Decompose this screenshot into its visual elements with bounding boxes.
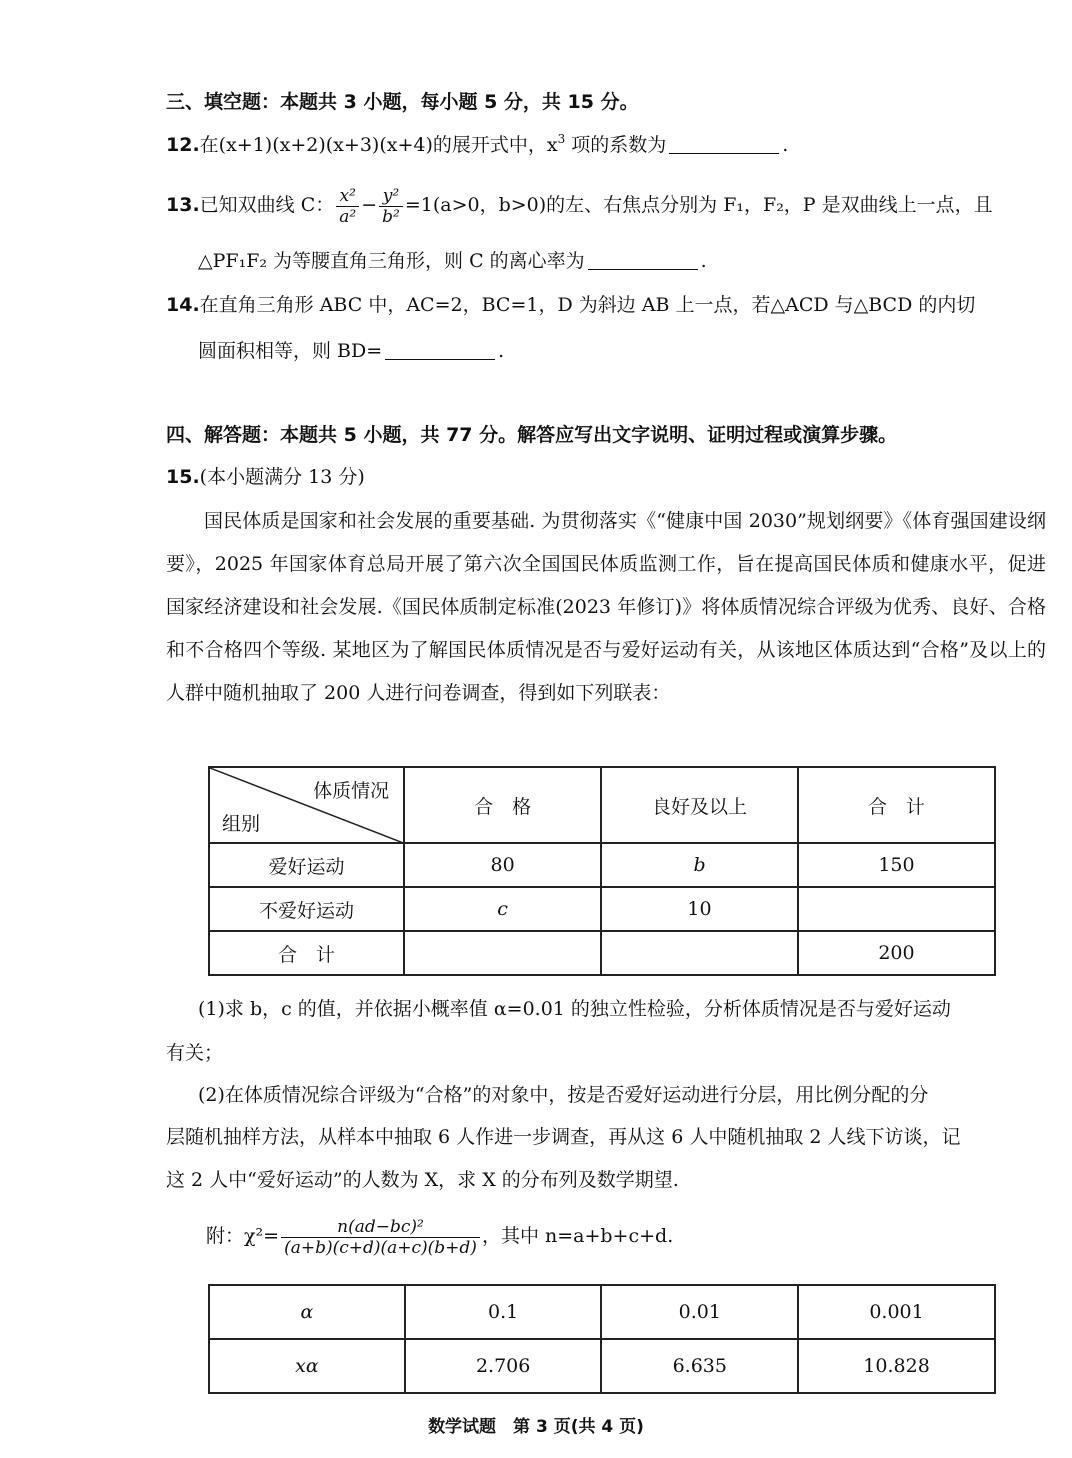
q13-number: 13.: [166, 194, 200, 216]
table-cell: 150: [798, 843, 995, 887]
chi-square-formula: [206, 1212, 1072, 1260]
q15-number: 15.: [166, 466, 200, 488]
table-cell: [601, 931, 798, 975]
row-label: 合 计: [209, 931, 404, 975]
q15-part2-line3: 这 2 人中“爱好运动”的人数为 X，求 X 的分布列及数学期望.: [166, 1169, 679, 1191]
table-cell: 0.01: [601, 1285, 798, 1339]
q14-end: .: [498, 340, 505, 362]
q14-line1: 在直角三角形 ABC 中，AC=2，BC=1，D 为斜边 AB 上一点，若△ACD 与△BCD 的内切: [199, 294, 976, 316]
q15-header: [166, 462, 1046, 492]
table-corner-cell: [209, 767, 404, 843]
table-cell: 10: [601, 887, 798, 931]
page-footer: 数学试题 第 3 页(共 4 页): [428, 1417, 644, 1437]
q14-number: 14.: [166, 294, 200, 316]
formula-tail: ，其中 n=a+b+c+d.: [481, 1225, 674, 1247]
table-header: 合 格: [404, 767, 601, 843]
table-cell: 6.635: [601, 1339, 798, 1393]
q12-text-after: 项的系数为: [565, 134, 667, 156]
q13-frac-y: [379, 186, 403, 227]
critical-value-table: [208, 1284, 996, 1394]
q13-rest: =1(a>0，b>0)的左、右焦点分别为 F₁，F₂，P 是双曲线上一点，且: [404, 194, 993, 216]
row-label: α: [209, 1285, 405, 1339]
table-cell: 10.828: [798, 1339, 995, 1393]
table-cell: b: [601, 843, 798, 887]
row-label: 爱好运动: [209, 843, 404, 887]
q13-lead: 已知双曲线 C：: [199, 194, 335, 216]
formula-numerator: n(ad−bc)²: [281, 1217, 480, 1238]
contingency-table: [208, 766, 996, 976]
q13-line2: [198, 246, 707, 276]
q15-part1-line1: (1)求 b，c 的值，并依据小概率值 α=0.01 的独立性检验，分析体质情况是否与爱好运动: [198, 998, 951, 1020]
corner-top-label: 体质情况: [313, 780, 390, 802]
q14-answer-blank[interactable]: [385, 341, 495, 360]
q15-paragraph: 国民体质是国家和社会发展的重要基础. 为贯彻落实《“健康中国 2030”规划纲要》《体育强国建设纲要》，2025 年国家体育总局开展了第六次全国国民体质监测工作，旨在提高国民体质和健康水平，促进国家经济建设和社会发展.《国民体质制定标准(2023 年修订)》将体质情况综合评级为优秀、良好、合格和不合格四个等级. 某地区为了解国民体质情况是否与爱好运动有关，从该地区体质达到“合格”及以上的人群中随机抽取了 200 人进行问卷调查，得到如下列联表：: [166, 510, 1046, 704]
section4-heading: 四、解答题：本题共 5 小题，共 77 分。解答应写出文字说明、证明过程或演算步骤。: [166, 424, 898, 446]
q12-end: .: [782, 134, 789, 156]
q13-frac2-den: b²: [382, 206, 400, 227]
table-cell: [404, 931, 601, 975]
q13-frac-x: [336, 186, 359, 227]
table-cell: [798, 887, 995, 931]
formula-denominator: (a+b)(c+d)(a+c)(b+d): [284, 1237, 477, 1258]
table-row: [209, 931, 995, 975]
table-cell: 2.706: [405, 1339, 602, 1393]
q13-minus: −: [361, 194, 378, 216]
table-cell: 0.1: [405, 1285, 602, 1339]
q12-number: 12.: [166, 134, 200, 156]
question-14: [166, 290, 1046, 320]
question-12: [166, 130, 1046, 160]
table-cell: 0.001: [798, 1285, 995, 1339]
q14-line2: [198, 336, 504, 366]
q15-points: (本小题满分 13 分): [199, 466, 365, 488]
q13-answer-blank[interactable]: [588, 251, 698, 270]
corner-bottom-label: 组别: [222, 813, 261, 835]
table-row: [209, 1285, 995, 1339]
q13-end: .: [700, 250, 707, 272]
table-cell: 200: [798, 931, 995, 975]
q12-answer-blank[interactable]: [669, 135, 779, 154]
formula-fraction: [281, 1217, 480, 1258]
table-cell: 80: [404, 843, 601, 887]
q15-part1-line2: 有关；: [166, 1042, 224, 1064]
q15-part2-line1: (2)在体质情况综合评级为“合格”的对象中，按是否爱好运动进行分层，用比例分配的分: [198, 1084, 929, 1106]
row-label: 不爱好运动: [209, 887, 404, 931]
table-cell: c: [404, 887, 601, 931]
table-header: 良好及以上: [601, 767, 798, 843]
formula-lead: 附：χ²=: [206, 1225, 280, 1247]
q15-part2-line2: 层随机抽样方法，从样本中抽取 6 人作进一步调查，再从这 6 人中随机抽取 2 人线下访谈，记: [166, 1126, 961, 1148]
table-row: [209, 887, 995, 931]
section3-heading: 三、填空题：本题共 3 小题，每小题 5 分，共 15 分。: [166, 91, 639, 113]
q13-frac1-num: x²: [336, 186, 359, 207]
q14-line2-text: 圆面积相等，则 BD=: [198, 340, 383, 362]
q12-sup: 3: [557, 132, 566, 146]
table-row: [209, 843, 995, 887]
q12-text-before: 在(x+1)(x+2)(x+3)(x+4)的展开式中，x: [199, 134, 558, 156]
question-13: [166, 182, 1046, 228]
table-header: 合 计: [798, 767, 995, 843]
q13-frac2-num: y²: [379, 186, 403, 207]
q13-line2-text: △PF₁F₂ 为等腰直角三角形，则 C 的离心率为: [198, 250, 585, 272]
row-label: xα: [209, 1339, 405, 1393]
q13-frac1-den: a²: [339, 206, 357, 227]
table-row: [209, 1339, 995, 1393]
